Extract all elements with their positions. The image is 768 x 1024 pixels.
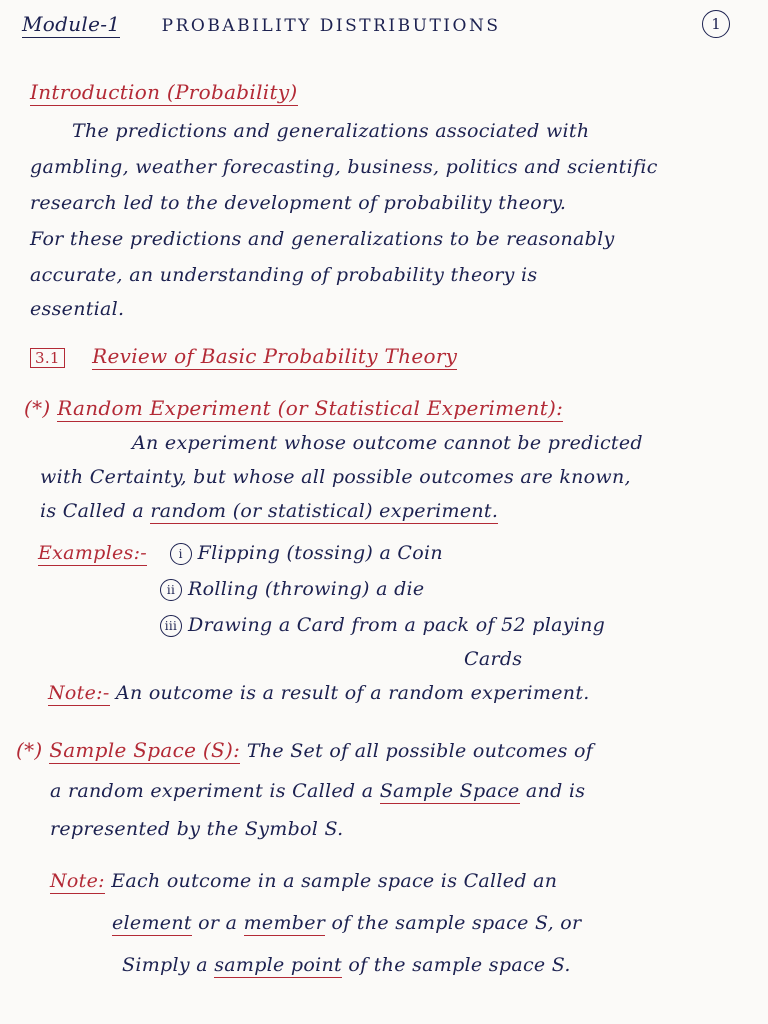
sample-space-line-2: a random experiment is Called a Sample Space and is bbox=[50, 780, 586, 802]
sample-space-line-3: represented by the Symbol S. bbox=[50, 818, 344, 840]
random-experiment-note: Note:- An outcome is a result of a random experiment. bbox=[48, 682, 590, 704]
sample-space-note-line-1: Note: Each outcome in a sample space is Called an bbox=[50, 870, 558, 892]
term-sample-space: Sample Space bbox=[379, 780, 520, 802]
section-number: 3.1 bbox=[30, 348, 65, 368]
intro-line-4: For these predictions and generalizations to be reasonably bbox=[30, 228, 615, 250]
section-title: Review of Basic Probability Theory bbox=[92, 344, 458, 368]
page-title: PROBABILITY DISTRIBUTIONS bbox=[161, 16, 501, 36]
sample-space-note-line-2: element or a member of the sample space S, or bbox=[112, 912, 582, 934]
asterisk-marker: (*) bbox=[16, 738, 43, 762]
random-experiment-heading: (*) Random Experiment (or Statistical Experiment): bbox=[24, 396, 564, 420]
example-3: iii Drawing a Card from a pack of 52 playing bbox=[160, 614, 605, 637]
example-2: ii Rolling (throwing) a die bbox=[160, 578, 424, 601]
asterisk-marker: (*) bbox=[24, 396, 51, 420]
random-experiment-line-2: with Certainty, but whose all possible outcomes are known, bbox=[40, 466, 631, 488]
intro-line-3: research led to the development of probability theory. bbox=[30, 192, 567, 214]
page-header bbox=[22, 12, 500, 36]
sample-space-heading: (*) Sample Space (S): The Set of all possible outcomes of bbox=[16, 738, 594, 762]
note-label: Note: bbox=[50, 870, 105, 892]
section-heading bbox=[30, 344, 457, 368]
term-sample-point: sample point bbox=[214, 954, 342, 976]
term-element: element bbox=[112, 912, 192, 934]
module-label: Module-1 bbox=[22, 12, 121, 36]
note-label: Note:- bbox=[48, 682, 110, 704]
roman-numeral-badge: iii bbox=[160, 615, 182, 637]
intro-line-2: gambling, weather forecasting, business, politics and scientific bbox=[30, 156, 658, 178]
intro-line-1: The predictions and generalizations associated with bbox=[72, 120, 590, 142]
example-1: Examples:- i Flipping (tossing) a Coin bbox=[38, 542, 443, 564]
intro-line-5: accurate, an understanding of probability theory is bbox=[30, 264, 538, 286]
term-random-experiment: random (or statistical) experiment. bbox=[150, 500, 499, 522]
page-number: 1 bbox=[702, 10, 730, 38]
roman-numeral-badge: i bbox=[170, 543, 192, 565]
random-experiment-line-1: An experiment whose outcome cannot be predicted bbox=[132, 432, 643, 454]
intro-line-6: essential. bbox=[30, 298, 125, 320]
example-3-continued: Cards bbox=[464, 648, 523, 670]
sample-space-note-line-3: Simply a sample point of the sample space S. bbox=[122, 954, 571, 976]
examples-label: Examples:- bbox=[38, 542, 147, 564]
roman-numeral-badge: ii bbox=[160, 579, 182, 601]
term-member: member bbox=[243, 912, 326, 934]
intro-heading: Introduction (Probability) bbox=[30, 80, 298, 104]
random-experiment-line-3: is Called a random (or statistical) experiment. bbox=[40, 500, 499, 522]
